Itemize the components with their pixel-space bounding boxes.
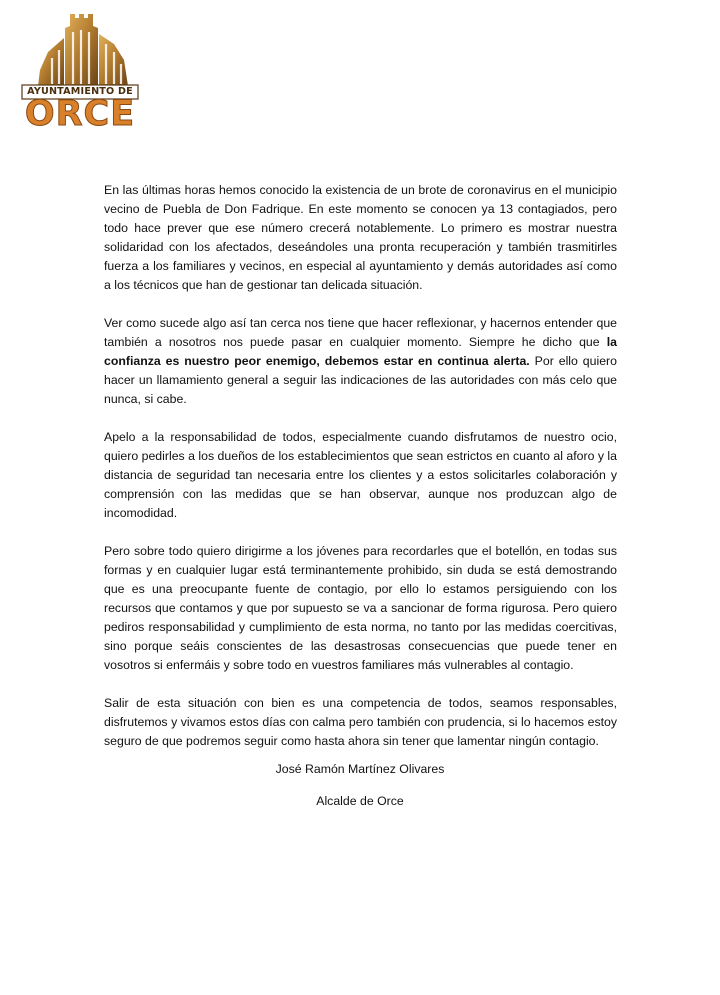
paragraph-3: Apelo a la responsabilidad de todos, especialmente cuando disfrutamos de nuestro ocio, quiero pedirles a los dueños de los establecimientos que sean estrictos en cuanto al aforo y la distancia de seguridad tan necesaria entre los clientes y a estos solicitarles colaboración y comprensión con las medidas que se han observar, aunque nos produzcan algo de incomodidad. xyxy=(104,430,617,520)
paragraph-2-start: Ver como sucede algo así tan cerca nos tiene que hacer reflexionar, y hacernos entender que también a nosotros nos puede pasar en cualquier momento. Siempre he dicho que xyxy=(104,316,617,349)
paragraph-4: Pero sobre todo quiero dirigirme a los jóvenes para recordarles que el botellón, en todas sus formas y en cualquier lugar está terminantemente prohibido, sin duda se está demostrando que es una preocupante fuente de contagio, por ello lo estamos persiguiendo con los recursos que contamos y que por supuesto se va a sancionar de forma rigurosa. Pero quiero pediros responsabilidad y cumplimiento de esta norma, no tanto por las medidas coercitivas, sino porque seáis conscientes de las desastrosas consecuencias que puede tener en vosotros si enfermáis y sobre todo en vuestros familiares más vulnerables al contagio. xyxy=(104,544,617,672)
logo-line2: ORCE xyxy=(24,94,136,134)
ayuntamiento-orce-logo xyxy=(18,8,142,134)
paragraph-5: Salir de esta situación con bien es una competencia de todos, seamos responsables, disfrutemos y vivamos estos días con calma pero también con prudencia, si lo hacemos estoy seguro de que podremos seguir como hasta ahora sin tener que lamentar ningún contagio. xyxy=(104,696,617,748)
paragraph-2 xyxy=(104,314,617,409)
signature-name: José Ramón Martínez Olivares xyxy=(275,762,445,776)
signature-role: Alcalde de Orce xyxy=(316,794,404,808)
letter-body xyxy=(104,181,617,770)
paragraph-1: En las últimas horas hemos conocido la existencia de un brote de coronavirus en el municipio vecino de Puebla de Don Fadrique. En este momento se conocen ya 13 contagiados, pero todo hace prever que ese número crecerá notablemente. Lo primero es mostrar nuestra solidaridad con los afectados, deseándoles una pronta recuperación y también trasmitirles fuerza a los familiares y vecinos, en especial al ayuntamiento y demás autoridades así como a los técnicos que han de gestionar tan delicada situación. xyxy=(104,183,617,292)
logo-line1: AYUNTAMIENTO DE xyxy=(27,86,133,97)
paragraph-2-bold: la confianza es nuestro peor enemigo, debemos estar en continua alerta. xyxy=(104,335,617,368)
paragraph-2-end: Por ello quiero hacer un llamamiento general a seguir las indicaciones de las autoridades con más celo que nunca, si cabe. xyxy=(104,354,617,406)
